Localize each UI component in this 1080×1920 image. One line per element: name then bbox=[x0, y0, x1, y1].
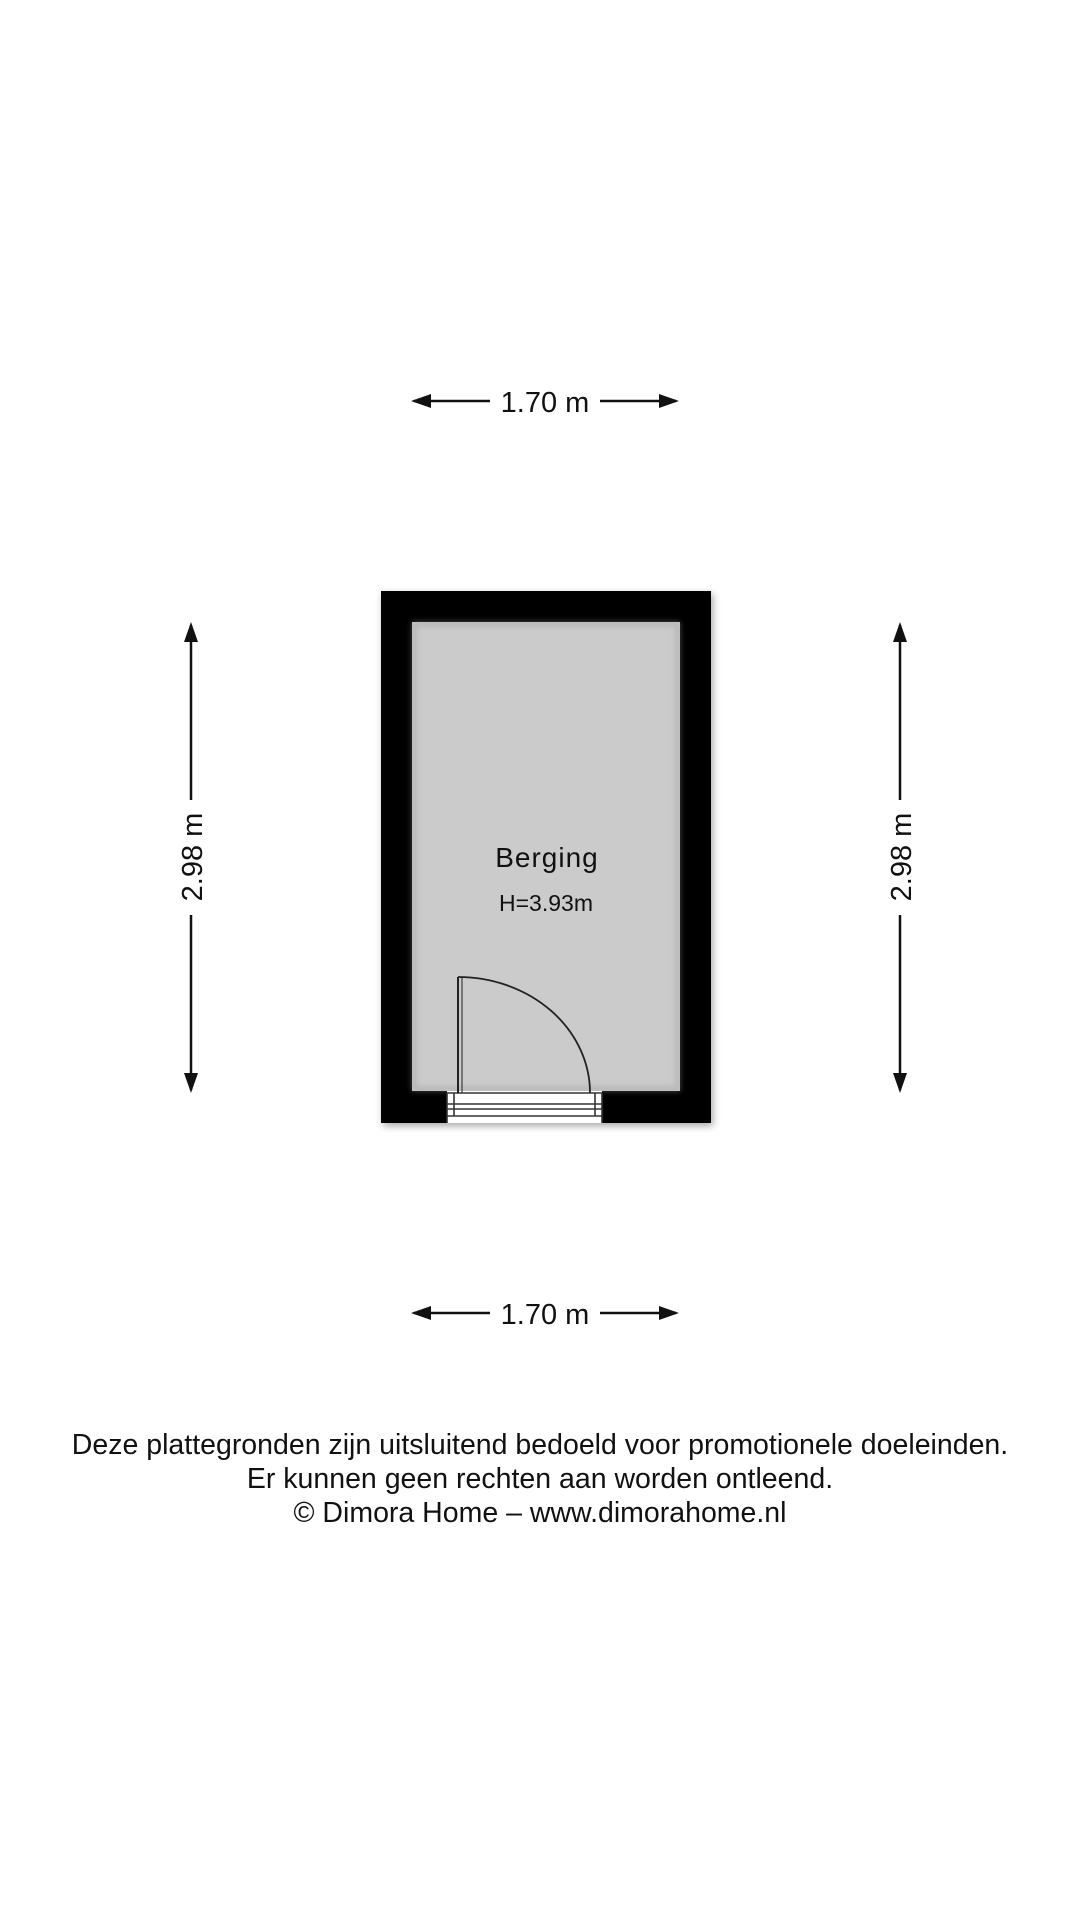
arrowhead-right-icon bbox=[659, 1306, 679, 1320]
arrowhead-down-icon bbox=[184, 1073, 198, 1093]
dimension-left-label: 2.98 m bbox=[177, 812, 209, 902]
room-berging bbox=[381, 591, 711, 1123]
arrowhead-up-icon bbox=[184, 622, 198, 642]
arrowhead-left-icon bbox=[411, 394, 431, 408]
door-opening bbox=[447, 1091, 602, 1123]
arrowhead-down-icon bbox=[893, 1073, 907, 1093]
dimension-left bbox=[177, 622, 209, 1093]
disclaimer-line-3: © Dimora Home – www.dimorahome.nl bbox=[293, 1497, 787, 1529]
room-name: Berging bbox=[495, 842, 599, 873]
arrowhead-left-icon bbox=[411, 1306, 431, 1320]
arrowhead-right-icon bbox=[659, 394, 679, 408]
disclaimer-line-1: Deze plattegronden zijn uitsluitend bedoeld voor promotionele doeleinden. bbox=[71, 1429, 1009, 1461]
arrowhead-up-icon bbox=[893, 622, 907, 642]
dimension-bottom bbox=[411, 1299, 679, 1331]
room-height: H=3.93m bbox=[499, 890, 593, 916]
disclaimer-line-2: Er kunnen geen rechten aan worden ontleend. bbox=[246, 1463, 834, 1495]
dimension-right bbox=[886, 622, 918, 1093]
dimension-right-label: 2.98 m bbox=[886, 812, 918, 902]
dimension-top-label: 1.70 m bbox=[500, 387, 590, 419]
dimension-top bbox=[411, 387, 679, 419]
disclaimer bbox=[0, 1428, 1080, 1530]
dimension-bottom-label: 1.70 m bbox=[500, 1299, 590, 1331]
